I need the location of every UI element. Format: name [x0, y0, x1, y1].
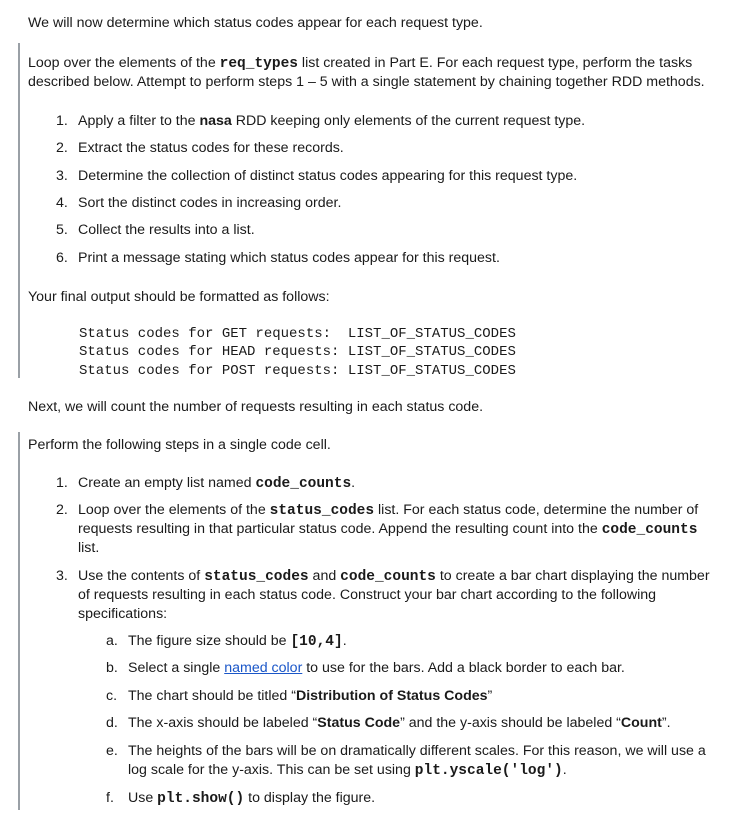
step-6: 6. Print a message stating which status codes appear for this request. — [56, 250, 500, 266]
s2-step-3-line1: 3. Use the contents of status_codes and code_counts to create a bar chart displaying the number — [56, 568, 710, 585]
output-intro: Your final output should be formatted as follows: — [28, 289, 330, 305]
sub-d: d. The x-axis should be labeled “Status Code” and the y-axis should be labeled “Count”. — [106, 715, 671, 731]
step-2: 2. Extract the status codes for these records. — [56, 140, 344, 156]
s2-step-3-line3: specifications: — [78, 606, 168, 622]
section1-para-line2: described below. Attempt to perform steps 1 – 5 with a single statement by chaining together RDD methods. — [28, 74, 705, 90]
between-text: Next, we will count the number of requests resulting in each status code. — [28, 399, 484, 415]
output-line-post: Status codes for POST requests: LIST_OF_STATUS_CODES — [79, 363, 516, 379]
s2-step-2-line2: requests resulting in that particular status code. Append the resulting count into the code_counts — [78, 521, 698, 538]
s2-step-2-line1: 2. Loop over the elements of the status_codes list. For each status code, determine the number of — [56, 502, 699, 519]
output-line-get: Status codes for GET requests: LIST_OF_STATUS_CODES — [79, 326, 516, 342]
s2-step-2-line3: list. — [78, 540, 100, 556]
section2-intro: Perform the following steps in a single code cell. — [28, 437, 331, 453]
step-3: 3. Determine the collection of distinct status codes appearing for this request type. — [56, 168, 578, 184]
section1-para-line1: Loop over the elements of the req_types list created in Part E. For each request type, perform the tasks — [28, 55, 693, 72]
named-color-link[interactable]: named color — [224, 660, 303, 676]
sub-a: a. The figure size should be [10,4]. — [106, 633, 347, 650]
req-types-code: req_types — [219, 56, 298, 72]
sub-c: c. The chart should be titled “Distribution of Status Codes” — [106, 688, 493, 704]
s2-step-3-line2: of requests resulting in each status code. Construct your bar chart according to the following — [78, 587, 657, 603]
sub-f: f. Use plt.show() to display the figure. — [106, 790, 376, 807]
s2-step-1: 1. Create an empty list named code_counts. — [56, 475, 356, 492]
output-line-head: Status codes for HEAD requests: LIST_OF_STATUS_CODES — [79, 344, 516, 360]
step-5: 5. Collect the results into a list. — [56, 222, 255, 238]
step-1: 1. Apply a filter to the nasa RDD keeping only elements of the current request type. — [56, 113, 586, 129]
intro-text: We will now determine which status codes appear for each request type. — [28, 15, 483, 31]
step-4: 4. Sort the distinct codes in increasing order. — [56, 195, 342, 211]
sub-e-line1: e. The heights of the bars will be on dramatically different scales. For this reason, we will use a — [106, 743, 706, 759]
sub-b: b. Select a single named color to use for the bars. Add a black border to each bar. — [106, 660, 625, 676]
code-counts-code: code_counts — [255, 476, 352, 492]
section2-bar — [18, 432, 20, 810]
section1-bar — [18, 43, 20, 378]
sub-e-line2: log scale for the y-axis. This can be set using plt.yscale('log'). — [128, 762, 567, 779]
